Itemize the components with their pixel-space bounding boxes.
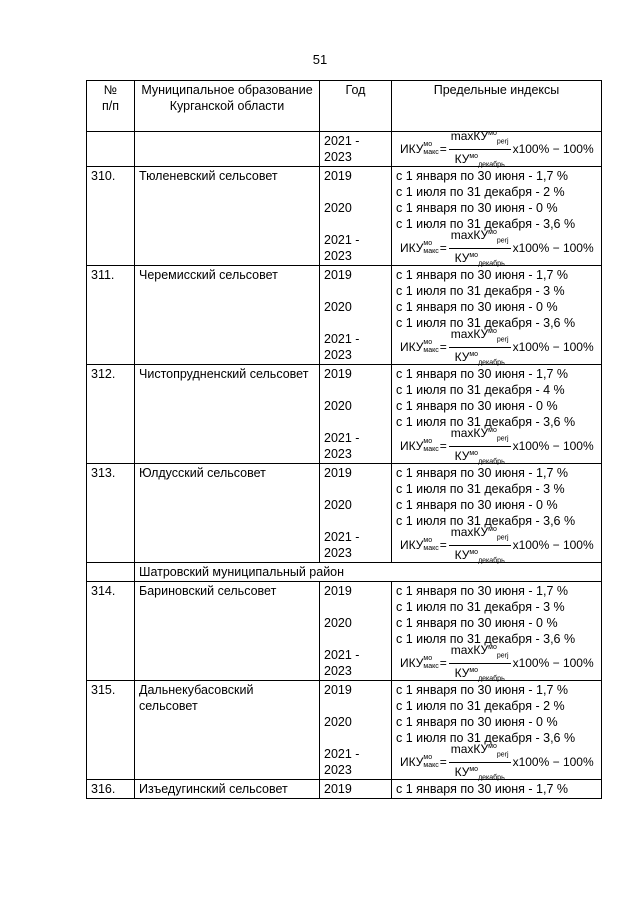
municipality-name: Бариновский сельсовет xyxy=(135,582,320,681)
region-name: Шатровский муниципальный район xyxy=(135,563,602,582)
index-line: с 1 июля по 31 декабря - 3,6 % xyxy=(396,415,576,429)
index-formula xyxy=(396,228,597,267)
formula-equals: = xyxy=(439,340,447,354)
year-label: 2020 xyxy=(324,498,352,512)
formula-tail: x100% − 100% xyxy=(512,755,594,769)
index-line: с 1 января по 30 июня - 1,7 % xyxy=(396,683,568,697)
formula-lhs-sub: макс xyxy=(423,663,439,670)
year-cell xyxy=(320,266,392,365)
year-gap xyxy=(324,216,387,232)
formula-den-sup: мо xyxy=(469,449,479,457)
formula-denominator: КУ xyxy=(454,151,470,166)
carry-over-row xyxy=(87,132,602,167)
index-formula xyxy=(396,643,597,682)
formula-num-sub: реrj xyxy=(496,534,509,542)
formula-den-sub: декабрь xyxy=(478,259,505,267)
formula-equals: = xyxy=(439,439,447,453)
index-line: с 1 июля по 31 декабря - 2 % xyxy=(396,699,565,713)
row-number: 314. xyxy=(87,582,135,681)
index-cell: с 1 января по 30 июня - 1,7 % xyxy=(392,780,602,799)
formula-lhs: ИКУ xyxy=(400,142,424,156)
year-gap xyxy=(324,414,387,430)
formula-num-sub: реrj xyxy=(496,336,509,344)
formula-tail: x100% − 100% xyxy=(512,142,594,156)
year-label: 2019 xyxy=(324,367,352,381)
formula-num-sup: мо xyxy=(488,427,497,435)
formula-equals: = xyxy=(439,142,447,156)
formula-lhs: ИКУ xyxy=(400,241,424,255)
table-row xyxy=(87,365,602,464)
header-year: Год xyxy=(320,81,392,132)
formula-num-sup: мо xyxy=(488,328,497,336)
year-cell xyxy=(320,582,392,681)
index-cell xyxy=(392,365,602,464)
index-formula xyxy=(396,426,597,465)
municipality-name: Черемисский сельсовет xyxy=(135,266,320,365)
municipality-name: Чистопрудненский сельсовет xyxy=(135,365,320,464)
formula-denominator: КУ xyxy=(454,448,470,463)
year-label: 2023 xyxy=(324,447,352,461)
year-cell: 2019 xyxy=(320,780,392,799)
formula-denominator: КУ xyxy=(454,764,470,779)
formula-lhs-sup: мо xyxy=(423,240,433,247)
formula-lhs-sup: мо xyxy=(423,655,433,662)
index-line: с 1 января по 30 июня - 1,7 % xyxy=(396,584,568,598)
formula-lhs: ИКУ xyxy=(400,656,424,670)
formula-den-sup: мо xyxy=(469,548,479,556)
year-gap xyxy=(324,481,387,497)
index-line: с 1 июля по 31 декабря - 3 % xyxy=(396,482,565,496)
year-label: 2023 xyxy=(324,546,352,560)
year-label: 2021 - xyxy=(324,431,360,445)
year-gap xyxy=(324,184,387,200)
formula-lhs-sup: мо xyxy=(423,339,433,346)
formula-lhs-sub: макс xyxy=(423,149,439,156)
formula-den-sup: мо xyxy=(469,765,479,773)
region-row xyxy=(87,563,602,582)
year-gap xyxy=(324,382,387,398)
formula-lhs: ИКУ xyxy=(400,755,424,769)
formula-lhs-sup: мо xyxy=(423,438,433,445)
index-cell xyxy=(392,582,602,681)
formula-num-sub: реrj xyxy=(496,237,509,245)
year-gap xyxy=(324,698,387,714)
formula-den-sub: декабрь xyxy=(478,457,505,465)
region-num-cell xyxy=(87,563,135,582)
tariff-index-table xyxy=(86,80,602,799)
formula-num-sub: реrj xyxy=(496,652,509,660)
formula-den-sub: декабрь xyxy=(478,773,505,781)
index-line: с 1 января по 30 июня - 0 % xyxy=(396,300,558,314)
carry-index-cell xyxy=(392,129,602,168)
year-label: 2019 xyxy=(324,683,352,697)
index-cell xyxy=(392,464,602,563)
year-label: 2020 xyxy=(324,715,352,729)
year-label: 2021 - xyxy=(324,648,360,662)
index-line: с 1 января по 30 июня - 0 % xyxy=(396,715,558,729)
municipality-name: Тюленевский сельсовет xyxy=(135,167,320,266)
formula-numerator: maxКУ xyxy=(450,643,489,658)
index-cell xyxy=(392,681,602,780)
year-gap xyxy=(324,315,387,331)
index-line: с 1 июля по 31 декабря - 2 % xyxy=(396,185,565,199)
year-label: 2021 - xyxy=(324,233,360,247)
formula-lhs: ИКУ xyxy=(400,439,424,453)
formula-den-sub: декабрь xyxy=(478,160,505,168)
carry-num-cell xyxy=(87,132,135,167)
carry-year-cell xyxy=(320,132,392,167)
formula-num-sup: мо xyxy=(488,229,497,237)
year-cell xyxy=(320,365,392,464)
year-label: 2023 xyxy=(324,249,352,263)
formula-lhs-sup: мо xyxy=(423,537,433,544)
row-number: 312. xyxy=(87,365,135,464)
year-label: 2023 xyxy=(324,150,352,164)
formula-den-sup: мо xyxy=(469,152,479,160)
index-line: с 1 июля по 31 декабря - 3,6 % xyxy=(396,514,576,528)
year-gap xyxy=(324,283,387,299)
year-label: 2021 - xyxy=(324,332,360,346)
index-line: с 1 января по 30 июня - 0 % xyxy=(396,399,558,413)
formula-den-sup: мо xyxy=(469,350,479,358)
year-label: 2020 xyxy=(324,201,352,215)
year-cell xyxy=(320,681,392,780)
index-line: с 1 января по 30 июня - 0 % xyxy=(396,498,558,512)
page-number: 51 xyxy=(312,52,328,67)
year-label: 2020 xyxy=(324,399,352,413)
year-label: 2021 - xyxy=(324,747,360,761)
year-label: 2021 - xyxy=(324,530,360,544)
carry-name-cell xyxy=(135,132,320,167)
row-number: 316. xyxy=(87,780,135,799)
header-indices: Предельные индексы xyxy=(392,81,602,132)
formula-tail: x100% − 100% xyxy=(512,656,594,670)
formula-tail: x100% − 100% xyxy=(512,538,594,552)
index-formula xyxy=(396,525,597,564)
formula-den-sup: мо xyxy=(469,251,479,259)
year-label: 2020 xyxy=(324,300,352,314)
formula-numerator: maxКУ xyxy=(450,742,489,757)
formula-num-sub: реrj xyxy=(496,435,509,443)
year-label: 2021 - xyxy=(324,134,360,148)
year-gap xyxy=(324,730,387,746)
index-line: с 1 января по 30 июня - 1,7 % xyxy=(396,169,568,183)
formula-den-sub: декабрь xyxy=(478,674,505,682)
formula-numerator: maxКУ xyxy=(450,327,489,342)
formula-lhs: ИКУ xyxy=(400,538,424,552)
index-line: с 1 января по 30 июня - 0 % xyxy=(396,201,558,215)
formula-equals: = xyxy=(439,241,447,255)
table-row xyxy=(87,582,602,681)
formula-lhs: ИКУ xyxy=(400,340,424,354)
formula-num-sup: мо xyxy=(488,526,497,534)
index-line: с 1 января по 30 июня - 1,7 % xyxy=(396,466,568,480)
year-gap xyxy=(324,599,387,615)
row-number: 313. xyxy=(87,464,135,563)
index-line: с 1 июля по 31 декабря - 3,6 % xyxy=(396,632,576,646)
year-label: 2023 xyxy=(324,664,352,678)
formula-equals: = xyxy=(439,755,447,769)
index-formula xyxy=(396,742,597,781)
table-header-row xyxy=(87,81,602,132)
year-label: 2019 xyxy=(324,268,352,282)
index-formula xyxy=(396,327,597,366)
formula-num-sub: реrj xyxy=(496,751,509,759)
year-label: 2023 xyxy=(324,763,352,777)
formula-num-sup: мо xyxy=(488,743,497,751)
index-line: с 1 января по 30 июня - 1,7 % xyxy=(396,268,568,282)
formula-numerator: maxКУ xyxy=(450,129,489,144)
year-cell xyxy=(320,167,392,266)
formula-numerator: maxКУ xyxy=(450,426,489,441)
year-label: 2019 xyxy=(324,584,352,598)
index-line: с 1 июля по 31 декабря - 3,6 % xyxy=(396,316,576,330)
formula-tail: x100% − 100% xyxy=(512,241,594,255)
index-line: с 1 июля по 31 декабря - 3,6 % xyxy=(396,217,576,231)
formula-num-sup: мо xyxy=(488,644,497,652)
index-line: с 1 июля по 31 декабря - 3 % xyxy=(396,600,565,614)
year-label: 2019 xyxy=(324,169,352,183)
index-line: с 1 января по 30 июня - 1,7 % xyxy=(396,367,568,381)
year-cell xyxy=(320,464,392,563)
formula-lhs-sup: мо xyxy=(423,754,433,761)
index-cell xyxy=(392,266,602,365)
formula-num-sup: мо xyxy=(488,130,497,138)
formula-denominator: КУ xyxy=(454,547,470,562)
formula-num-sub: реrj xyxy=(496,138,509,146)
table-row xyxy=(87,266,602,365)
table-row xyxy=(87,780,602,799)
formula-denominator: КУ xyxy=(454,250,470,265)
year-gap xyxy=(324,631,387,647)
row-number: 315. xyxy=(87,681,135,780)
index-line: с 1 января по 30 июня - 0 % xyxy=(396,616,558,630)
municipality-name: Изъедугинский сельсовет xyxy=(135,780,320,799)
municipality-name: Дальнекубасовский сельсовет xyxy=(135,681,320,780)
year-label: 2020 xyxy=(324,616,352,630)
formula-tail: x100% − 100% xyxy=(512,340,594,354)
formula-lhs-sup: мо xyxy=(423,141,433,148)
index-line: с 1 июля по 31 декабря - 3,6 % xyxy=(396,731,576,745)
table-row xyxy=(87,464,602,563)
row-number: 310. xyxy=(87,167,135,266)
municipality-name: Юлдусский сельсовет xyxy=(135,464,320,563)
formula-denominator: КУ xyxy=(454,665,470,680)
formula-equals: = xyxy=(439,656,447,670)
formula-numerator: maxКУ xyxy=(450,525,489,540)
formula-den-sup: мо xyxy=(469,666,479,674)
formula-den-sub: декабрь xyxy=(478,358,505,366)
formula-equals: = xyxy=(439,538,447,552)
formula-lhs-sub: макс xyxy=(423,762,439,769)
year-label: 2023 xyxy=(324,348,352,362)
index-line: с 1 июля по 31 декабря - 4 % xyxy=(396,383,565,397)
formula-lhs-sub: макс xyxy=(423,347,439,354)
table-row xyxy=(87,167,602,266)
formula-numerator: maxКУ xyxy=(450,228,489,243)
index-formula xyxy=(396,129,597,168)
header-municipality: Муниципальное образование Курганской области xyxy=(135,81,320,132)
formula-lhs-sub: макс xyxy=(423,248,439,255)
index-cell xyxy=(392,167,602,266)
header-num: № п/п xyxy=(87,81,135,132)
formula-tail: x100% − 100% xyxy=(512,439,594,453)
formula-den-sub: декабрь xyxy=(478,556,505,564)
formula-denominator: КУ xyxy=(454,349,470,364)
formula-lhs-sub: макс xyxy=(423,446,439,453)
row-number: 311. xyxy=(87,266,135,365)
formula-lhs-sub: макс xyxy=(423,545,439,552)
year-gap xyxy=(324,513,387,529)
table-row xyxy=(87,681,602,780)
index-line: с 1 июля по 31 декабря - 3 % xyxy=(396,284,565,298)
year-label: 2019 xyxy=(324,466,352,480)
